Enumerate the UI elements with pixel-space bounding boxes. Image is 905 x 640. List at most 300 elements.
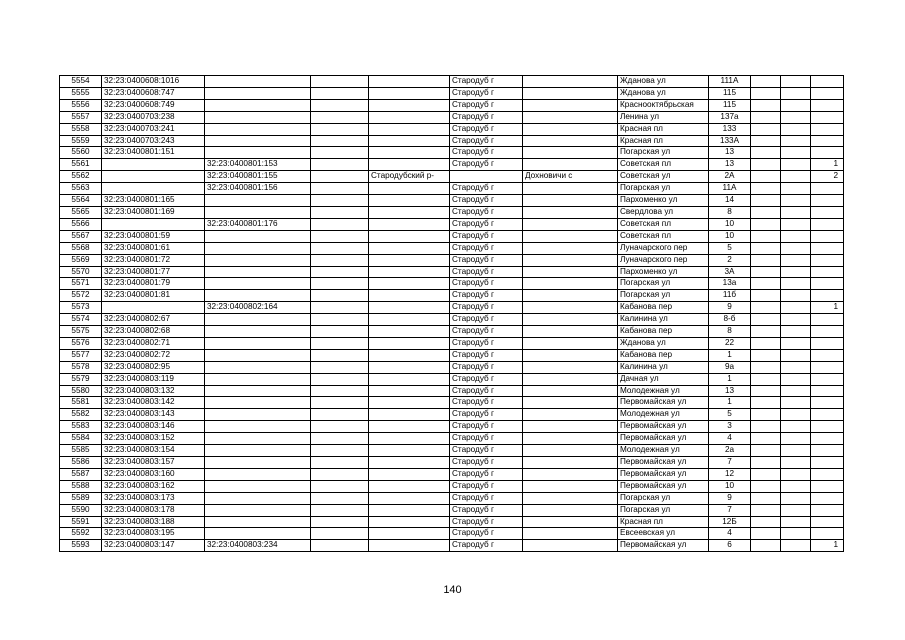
- linked-cadastral-number-cell: [205, 290, 311, 302]
- city-cell: Стародуб г: [450, 159, 523, 171]
- house-number-cell: 6: [709, 540, 751, 552]
- village-cell: [523, 361, 618, 373]
- village-cell: [523, 314, 618, 326]
- cadastral-number-cell: [102, 218, 205, 230]
- city-cell: Стародуб г: [450, 111, 523, 123]
- district-cell: [369, 195, 450, 207]
- extra-column-2-cell: [751, 540, 781, 552]
- record-number-cell: 5587: [60, 468, 102, 480]
- house-number-cell: 14: [709, 195, 751, 207]
- district-cell: [369, 135, 450, 147]
- street-cell: Дачная ул: [618, 373, 709, 385]
- extra-column-3-cell: [781, 468, 811, 480]
- record-number-cell: 5558: [60, 123, 102, 135]
- extra-column-cell: [311, 230, 369, 242]
- cadastral-number-cell: 32:23:0400802:71: [102, 337, 205, 349]
- table-row: [60, 528, 844, 540]
- count-cell: 1: [811, 540, 844, 552]
- extra-column-cell: [311, 540, 369, 552]
- record-number-cell: 5570: [60, 266, 102, 278]
- linked-cadastral-number-cell: [205, 99, 311, 111]
- linked-cadastral-number-cell: [205, 206, 311, 218]
- extra-column-cell: [311, 373, 369, 385]
- village-cell: [523, 540, 618, 552]
- extra-column-3-cell: [781, 230, 811, 242]
- extra-column-3-cell: [781, 409, 811, 421]
- extra-column-cell: [311, 397, 369, 409]
- extra-column-3-cell: [781, 266, 811, 278]
- linked-cadastral-number-cell: [205, 421, 311, 433]
- count-cell: [811, 111, 844, 123]
- count-cell: [811, 135, 844, 147]
- extra-column-2-cell: [751, 206, 781, 218]
- cadastral-number-cell: 32:23:0400803:154: [102, 445, 205, 457]
- table-row: [60, 135, 844, 147]
- village-cell: [523, 480, 618, 492]
- district-cell: [369, 242, 450, 254]
- extra-column-cell: [311, 254, 369, 266]
- linked-cadastral-number-cell: 32:23:0400801:155: [205, 171, 311, 183]
- cadastral-number-cell: 32:23:0400803:143: [102, 409, 205, 421]
- table-row: [60, 516, 844, 528]
- extra-column-3-cell: [781, 361, 811, 373]
- house-number-cell: 137а: [709, 111, 751, 123]
- extra-column-2-cell: [751, 516, 781, 528]
- district-cell: [369, 361, 450, 373]
- extra-column-2-cell: [751, 302, 781, 314]
- house-number-cell: 8: [709, 326, 751, 338]
- house-number-cell: 3: [709, 421, 751, 433]
- table-row: [60, 314, 844, 326]
- cadastral-number-cell: 32:23:0400803:195: [102, 528, 205, 540]
- record-number-cell: 5579: [60, 373, 102, 385]
- record-number-cell: 5566: [60, 218, 102, 230]
- cadastral-number-cell: 32:23:0400803:162: [102, 480, 205, 492]
- extra-column-cell: [311, 302, 369, 314]
- table-row: [60, 111, 844, 123]
- table-row: [60, 373, 844, 385]
- house-number-cell: 3А: [709, 266, 751, 278]
- count-cell: [811, 373, 844, 385]
- extra-column-3-cell: [781, 326, 811, 338]
- table-row: [60, 290, 844, 302]
- linked-cadastral-number-cell: [205, 528, 311, 540]
- city-cell: Стародуб г: [450, 206, 523, 218]
- extra-column-2-cell: [751, 504, 781, 516]
- city-cell: Стародуб г: [450, 290, 523, 302]
- extra-column-cell: [311, 278, 369, 290]
- village-cell: [523, 76, 618, 88]
- table-row: [60, 397, 844, 409]
- district-cell: [369, 409, 450, 421]
- district-cell: [369, 266, 450, 278]
- record-number-cell: 5580: [60, 385, 102, 397]
- linked-cadastral-number-cell: [205, 373, 311, 385]
- street-cell: Советская пл: [618, 159, 709, 171]
- district-cell: [369, 468, 450, 480]
- cadastral-number-cell: 32:23:0400801:59: [102, 230, 205, 242]
- record-number-cell: 5554: [60, 76, 102, 88]
- extra-column-3-cell: [781, 290, 811, 302]
- district-cell: [369, 326, 450, 338]
- count-cell: [811, 468, 844, 480]
- city-cell: Стародуб г: [450, 242, 523, 254]
- house-number-cell: 13: [709, 385, 751, 397]
- linked-cadastral-number-cell: 32:23:0400802:164: [205, 302, 311, 314]
- linked-cadastral-number-cell: [205, 111, 311, 123]
- record-number-cell: 5592: [60, 528, 102, 540]
- count-cell: [811, 99, 844, 111]
- table-row: [60, 254, 844, 266]
- count-cell: 2: [811, 171, 844, 183]
- village-cell: [523, 278, 618, 290]
- extra-column-2-cell: [751, 135, 781, 147]
- count-cell: [811, 76, 844, 88]
- cadastral-number-cell: 32:23:0400801:79: [102, 278, 205, 290]
- table-row: [60, 385, 844, 397]
- record-number-cell: 5564: [60, 195, 102, 207]
- count-cell: 1: [811, 159, 844, 171]
- extra-column-cell: [311, 457, 369, 469]
- extra-column-cell: [311, 266, 369, 278]
- extra-column-2-cell: [751, 266, 781, 278]
- city-cell: Стародуб г: [450, 445, 523, 457]
- linked-cadastral-number-cell: [205, 361, 311, 373]
- extra-column-3-cell: [781, 159, 811, 171]
- village-cell: [523, 397, 618, 409]
- extra-column-3-cell: [781, 445, 811, 457]
- extra-column-2-cell: [751, 278, 781, 290]
- count-cell: [811, 445, 844, 457]
- city-cell: Стародуб г: [450, 135, 523, 147]
- house-number-cell: 111А: [709, 76, 751, 88]
- extra-column-2-cell: [751, 480, 781, 492]
- street-cell: Луначарского пер: [618, 254, 709, 266]
- linked-cadastral-number-cell: [205, 516, 311, 528]
- house-number-cell: 115: [709, 87, 751, 99]
- district-cell: [369, 504, 450, 516]
- extra-column-3-cell: [781, 76, 811, 88]
- count-cell: [811, 314, 844, 326]
- table-row: [60, 147, 844, 159]
- cadastral-number-cell: 32:23:0400803:152: [102, 433, 205, 445]
- count-cell: [811, 492, 844, 504]
- extra-column-2-cell: [751, 290, 781, 302]
- count-cell: [811, 147, 844, 159]
- district-cell: [369, 373, 450, 385]
- cadastral-number-cell: 32:23:0400801:72: [102, 254, 205, 266]
- registry-body: [60, 76, 844, 552]
- extra-column-3-cell: [781, 421, 811, 433]
- village-cell: [523, 409, 618, 421]
- village-cell: [523, 492, 618, 504]
- extra-column-cell: [311, 421, 369, 433]
- cadastral-number-cell: 32:23:0400801:81: [102, 290, 205, 302]
- table-row: [60, 230, 844, 242]
- table-row: [60, 361, 844, 373]
- table-row: [60, 540, 844, 552]
- extra-column-cell: [311, 480, 369, 492]
- extra-column-3-cell: [781, 492, 811, 504]
- linked-cadastral-number-cell: [205, 337, 311, 349]
- extra-column-cell: [311, 409, 369, 421]
- record-number-cell: 5562: [60, 171, 102, 183]
- count-cell: [811, 278, 844, 290]
- count-cell: 1: [811, 302, 844, 314]
- street-cell: Советская пл: [618, 230, 709, 242]
- extra-column-3-cell: [781, 195, 811, 207]
- city-cell: Стародуб г: [450, 409, 523, 421]
- extra-column-2-cell: [751, 492, 781, 504]
- linked-cadastral-number-cell: [205, 195, 311, 207]
- record-number-cell: 5561: [60, 159, 102, 171]
- house-number-cell: 5: [709, 242, 751, 254]
- district-cell: [369, 278, 450, 290]
- cadastral-number-cell: 32:23:0400608:747: [102, 87, 205, 99]
- count-cell: [811, 457, 844, 469]
- extra-column-cell: [311, 135, 369, 147]
- house-number-cell: 10: [709, 480, 751, 492]
- extra-column-3-cell: [781, 206, 811, 218]
- village-cell: [523, 326, 618, 338]
- village-cell: [523, 183, 618, 195]
- extra-column-2-cell: [751, 87, 781, 99]
- linked-cadastral-number-cell: [205, 135, 311, 147]
- extra-column-cell: [311, 349, 369, 361]
- village-cell: [523, 290, 618, 302]
- village-cell: [523, 349, 618, 361]
- street-cell: Погарская ул: [618, 183, 709, 195]
- count-cell: [811, 230, 844, 242]
- extra-column-3-cell: [781, 516, 811, 528]
- district-cell: [369, 123, 450, 135]
- cadastral-number-cell: 32:23:0400803:160: [102, 468, 205, 480]
- extra-column-3-cell: [781, 183, 811, 195]
- district-cell: [369, 385, 450, 397]
- city-cell: Стародуб г: [450, 373, 523, 385]
- record-number-cell: 5583: [60, 421, 102, 433]
- cadastral-number-cell: 32:23:0400608:749: [102, 99, 205, 111]
- extra-column-3-cell: [781, 111, 811, 123]
- record-number-cell: 5569: [60, 254, 102, 266]
- city-cell: Стародуб г: [450, 195, 523, 207]
- village-cell: [523, 504, 618, 516]
- cadastral-number-cell: [102, 159, 205, 171]
- record-number-cell: 5593: [60, 540, 102, 552]
- table-row: [60, 492, 844, 504]
- cadastral-number-cell: 32:23:0400803:147: [102, 540, 205, 552]
- cadastral-number-cell: 32:23:0400803:173: [102, 492, 205, 504]
- city-cell: Стародуб г: [450, 480, 523, 492]
- city-cell: Стародуб г: [450, 314, 523, 326]
- street-cell: Луначарского пер: [618, 242, 709, 254]
- table-row: [60, 349, 844, 361]
- village-cell: Дохновичи с: [523, 171, 618, 183]
- count-cell: [811, 397, 844, 409]
- city-cell: Стародуб г: [450, 266, 523, 278]
- cadastral-number-cell: 32:23:0400803:142: [102, 397, 205, 409]
- extra-column-2-cell: [751, 433, 781, 445]
- house-number-cell: 2А: [709, 171, 751, 183]
- linked-cadastral-number-cell: [205, 492, 311, 504]
- record-number-cell: 5581: [60, 397, 102, 409]
- linked-cadastral-number-cell: [205, 397, 311, 409]
- district-cell: [369, 528, 450, 540]
- extra-column-3-cell: [781, 540, 811, 552]
- record-number-cell: 5591: [60, 516, 102, 528]
- village-cell: [523, 433, 618, 445]
- house-number-cell: 1: [709, 373, 751, 385]
- extra-column-2-cell: [751, 457, 781, 469]
- house-number-cell: 8: [709, 206, 751, 218]
- extra-column-3-cell: [781, 397, 811, 409]
- district-cell: Стародубский р-: [369, 171, 450, 183]
- district-cell: [369, 445, 450, 457]
- extra-column-cell: [311, 242, 369, 254]
- street-cell: Жданова ул: [618, 76, 709, 88]
- district-cell: [369, 492, 450, 504]
- house-number-cell: 7: [709, 457, 751, 469]
- district-cell: [369, 183, 450, 195]
- city-cell: Стародуб г: [450, 468, 523, 480]
- house-number-cell: 13: [709, 159, 751, 171]
- record-number-cell: 5589: [60, 492, 102, 504]
- district-cell: [369, 397, 450, 409]
- district-cell: [369, 349, 450, 361]
- village-cell: [523, 457, 618, 469]
- district-cell: [369, 206, 450, 218]
- extra-column-cell: [311, 492, 369, 504]
- linked-cadastral-number-cell: [205, 433, 311, 445]
- extra-column-2-cell: [751, 159, 781, 171]
- house-number-cell: 13: [709, 147, 751, 159]
- count-cell: [811, 290, 844, 302]
- cadastral-number-cell: 32:23:0400608:1016: [102, 76, 205, 88]
- district-cell: [369, 314, 450, 326]
- record-number-cell: 5560: [60, 147, 102, 159]
- cadastral-number-cell: 32:23:0400803:132: [102, 385, 205, 397]
- table-row: [60, 457, 844, 469]
- extra-column-3-cell: [781, 302, 811, 314]
- village-cell: [523, 87, 618, 99]
- house-number-cell: 2а: [709, 445, 751, 457]
- extra-column-2-cell: [751, 76, 781, 88]
- street-cell: Красная пл: [618, 123, 709, 135]
- extra-column-2-cell: [751, 147, 781, 159]
- extra-column-cell: [311, 99, 369, 111]
- cadastral-number-cell: 32:23:0400703:238: [102, 111, 205, 123]
- linked-cadastral-number-cell: [205, 385, 311, 397]
- extra-column-2-cell: [751, 254, 781, 266]
- extra-column-2-cell: [751, 397, 781, 409]
- house-number-cell: 2: [709, 254, 751, 266]
- house-number-cell: 13а: [709, 278, 751, 290]
- street-cell: Первомайская ул: [618, 433, 709, 445]
- table-row: [60, 123, 844, 135]
- record-number-cell: 5559: [60, 135, 102, 147]
- linked-cadastral-number-cell: [205, 230, 311, 242]
- extra-column-cell: [311, 171, 369, 183]
- extra-column-2-cell: [751, 111, 781, 123]
- street-cell: Пархоменко ул: [618, 266, 709, 278]
- street-cell: Ленина ул: [618, 111, 709, 123]
- street-cell: Евсеевская ул: [618, 528, 709, 540]
- extra-column-3-cell: [781, 123, 811, 135]
- village-cell: [523, 99, 618, 111]
- extra-column-cell: [311, 290, 369, 302]
- linked-cadastral-number-cell: 32:23:0400801:176: [205, 218, 311, 230]
- extra-column-cell: [311, 385, 369, 397]
- cadastral-number-cell: [102, 302, 205, 314]
- cadastral-number-cell: 32:23:0400803:146: [102, 421, 205, 433]
- linked-cadastral-number-cell: [205, 314, 311, 326]
- count-cell: [811, 195, 844, 207]
- district-cell: [369, 480, 450, 492]
- house-number-cell: 11А: [709, 183, 751, 195]
- cadastral-number-cell: 32:23:0400802:68: [102, 326, 205, 338]
- table-row: [60, 76, 844, 88]
- extra-column-2-cell: [751, 314, 781, 326]
- extra-column-cell: [311, 504, 369, 516]
- extra-column-3-cell: [781, 254, 811, 266]
- house-number-cell: 12Б: [709, 516, 751, 528]
- record-number-cell: 5590: [60, 504, 102, 516]
- extra-column-3-cell: [781, 218, 811, 230]
- extra-column-3-cell: [781, 147, 811, 159]
- street-cell: Первомайская ул: [618, 540, 709, 552]
- extra-column-2-cell: [751, 445, 781, 457]
- count-cell: [811, 480, 844, 492]
- count-cell: [811, 183, 844, 195]
- city-cell: Стародуб г: [450, 421, 523, 433]
- record-number-cell: 5573: [60, 302, 102, 314]
- linked-cadastral-number-cell: [205, 76, 311, 88]
- extra-column-3-cell: [781, 87, 811, 99]
- extra-column-cell: [311, 314, 369, 326]
- city-cell: Стародуб г: [450, 349, 523, 361]
- house-number-cell: 1: [709, 349, 751, 361]
- house-number-cell: 7: [709, 504, 751, 516]
- table-row: [60, 468, 844, 480]
- street-cell: Краснооктябрьская: [618, 99, 709, 111]
- record-number-cell: 5584: [60, 433, 102, 445]
- city-cell: Стародуб г: [450, 337, 523, 349]
- street-cell: Первомайская ул: [618, 421, 709, 433]
- extra-column-2-cell: [751, 99, 781, 111]
- count-cell: [811, 206, 844, 218]
- table-row: [60, 480, 844, 492]
- extra-column-cell: [311, 147, 369, 159]
- house-number-cell: 10: [709, 230, 751, 242]
- village-cell: [523, 302, 618, 314]
- extra-column-3-cell: [781, 337, 811, 349]
- table-row: [60, 337, 844, 349]
- count-cell: [811, 421, 844, 433]
- extra-column-3-cell: [781, 278, 811, 290]
- street-cell: Свердлова ул: [618, 206, 709, 218]
- record-number-cell: 5565: [60, 206, 102, 218]
- extra-column-3-cell: [781, 457, 811, 469]
- extra-column-3-cell: [781, 99, 811, 111]
- street-cell: Красная пл: [618, 135, 709, 147]
- district-cell: [369, 254, 450, 266]
- record-number-cell: 5574: [60, 314, 102, 326]
- linked-cadastral-number-cell: [205, 468, 311, 480]
- linked-cadastral-number-cell: [205, 147, 311, 159]
- count-cell: [811, 385, 844, 397]
- extra-column-3-cell: [781, 385, 811, 397]
- cadastral-number-cell: 32:23:0400803:119: [102, 373, 205, 385]
